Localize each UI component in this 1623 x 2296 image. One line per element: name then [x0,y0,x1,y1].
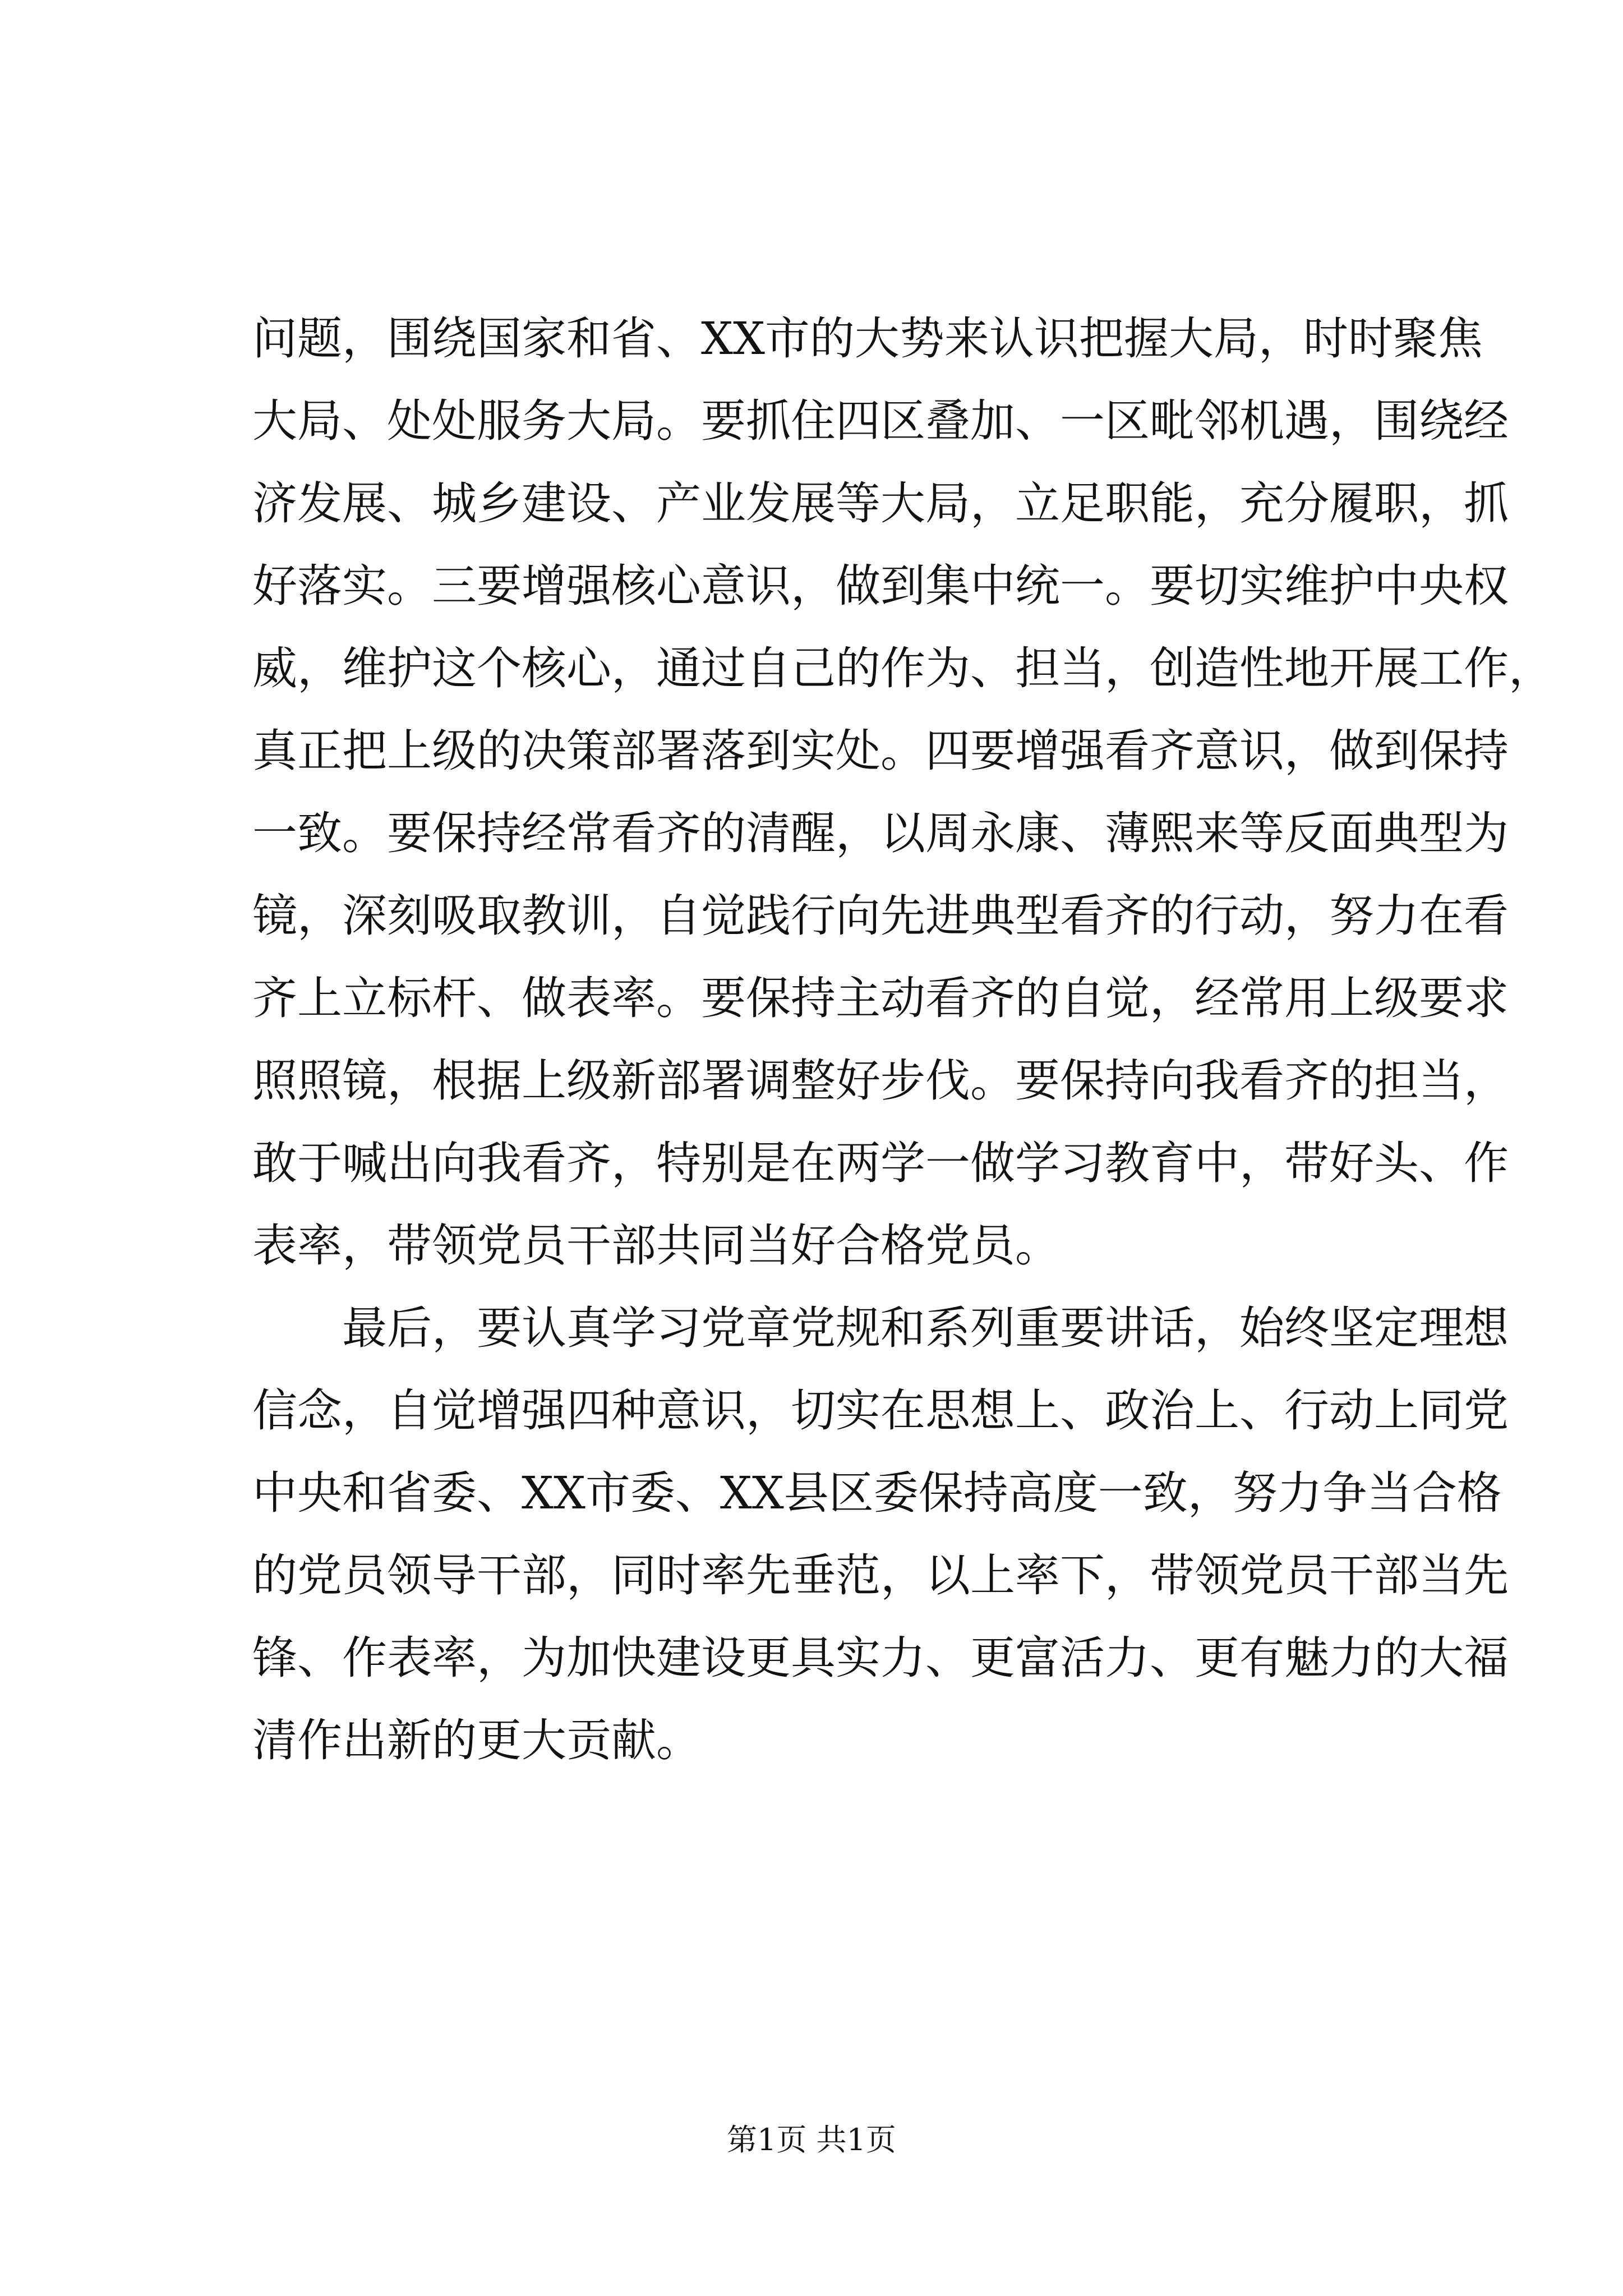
document-body [252,297,1553,1782]
page-number-footer: 第1页 共1页 [727,2122,896,2157]
paragraph-line: 最后，要认真学习党章党规和系列重要讲话，始终坚定理想 [342,1302,1509,1354]
paragraph-1 [252,297,1553,1287]
paragraph-line: 锋、作表率，为加快建设更具实力、更富活力、更有魅力的大福 [252,1632,1509,1684]
paragraph-line: 中央和省委、XX市委、XX县区委保持高度一致，努力争当合格 [252,1467,1502,1519]
paragraph-line: 问题，围绕国家和省、XX市的大势来认识把握大局，时时聚焦 [252,312,1483,365]
paragraph-line: 照照镜，根据上级新部署调整好步伐。要保持向我看齐的担当， [252,1055,1509,1107]
paragraph-line: 信念，自觉增强四种意识，切实在思想上、政治上、行动上同党 [252,1384,1509,1437]
paragraph-line: 济发展、城乡建设、产业发展等大局，立足职能，充分履职，抓 [252,477,1509,530]
paragraph-line: 大局、处处服务大局。要抓住四区叠加、一区毗邻机遇，围绕经 [252,395,1509,447]
paragraph-line: 清作出新的更大贡献。 [252,1714,701,1766]
paragraph-line: 好落实。三要增强核心意识，做到集中统一。要切实维护中央权 [252,560,1509,612]
paragraph-line: 敢于喊出向我看齐，特别是在两学一做学习教育中，带好头、作 [252,1137,1509,1189]
paragraph-line: 镜，深刻吸取教训，自觉践行向先进典型看齐的行动，努力在看 [252,890,1509,942]
paragraph-line: 的党员领导干部，同时率先垂范，以上率下，带领党员干部当先 [252,1549,1509,1602]
paragraph-line: 一致。要保持经常看齐的清醒，以周永康、薄熙来等反面典型为 [252,807,1509,859]
paragraph-2 [252,1287,1509,1782]
paragraph-line: 真正把上级的决策部署落到实处。四要增强看齐意识，做到保持 [252,725,1509,777]
paragraph-line: 表率，带领党员干部共同当好合格党员。 [252,1220,1060,1272]
paragraph-line: 威，维护这个核心，通过自己的作为、担当，创造性地开展工作， [252,642,1553,694]
paragraph-line: 齐上立标杆、做表率。要保持主动看齐的自觉，经常用上级要求 [252,972,1509,1024]
